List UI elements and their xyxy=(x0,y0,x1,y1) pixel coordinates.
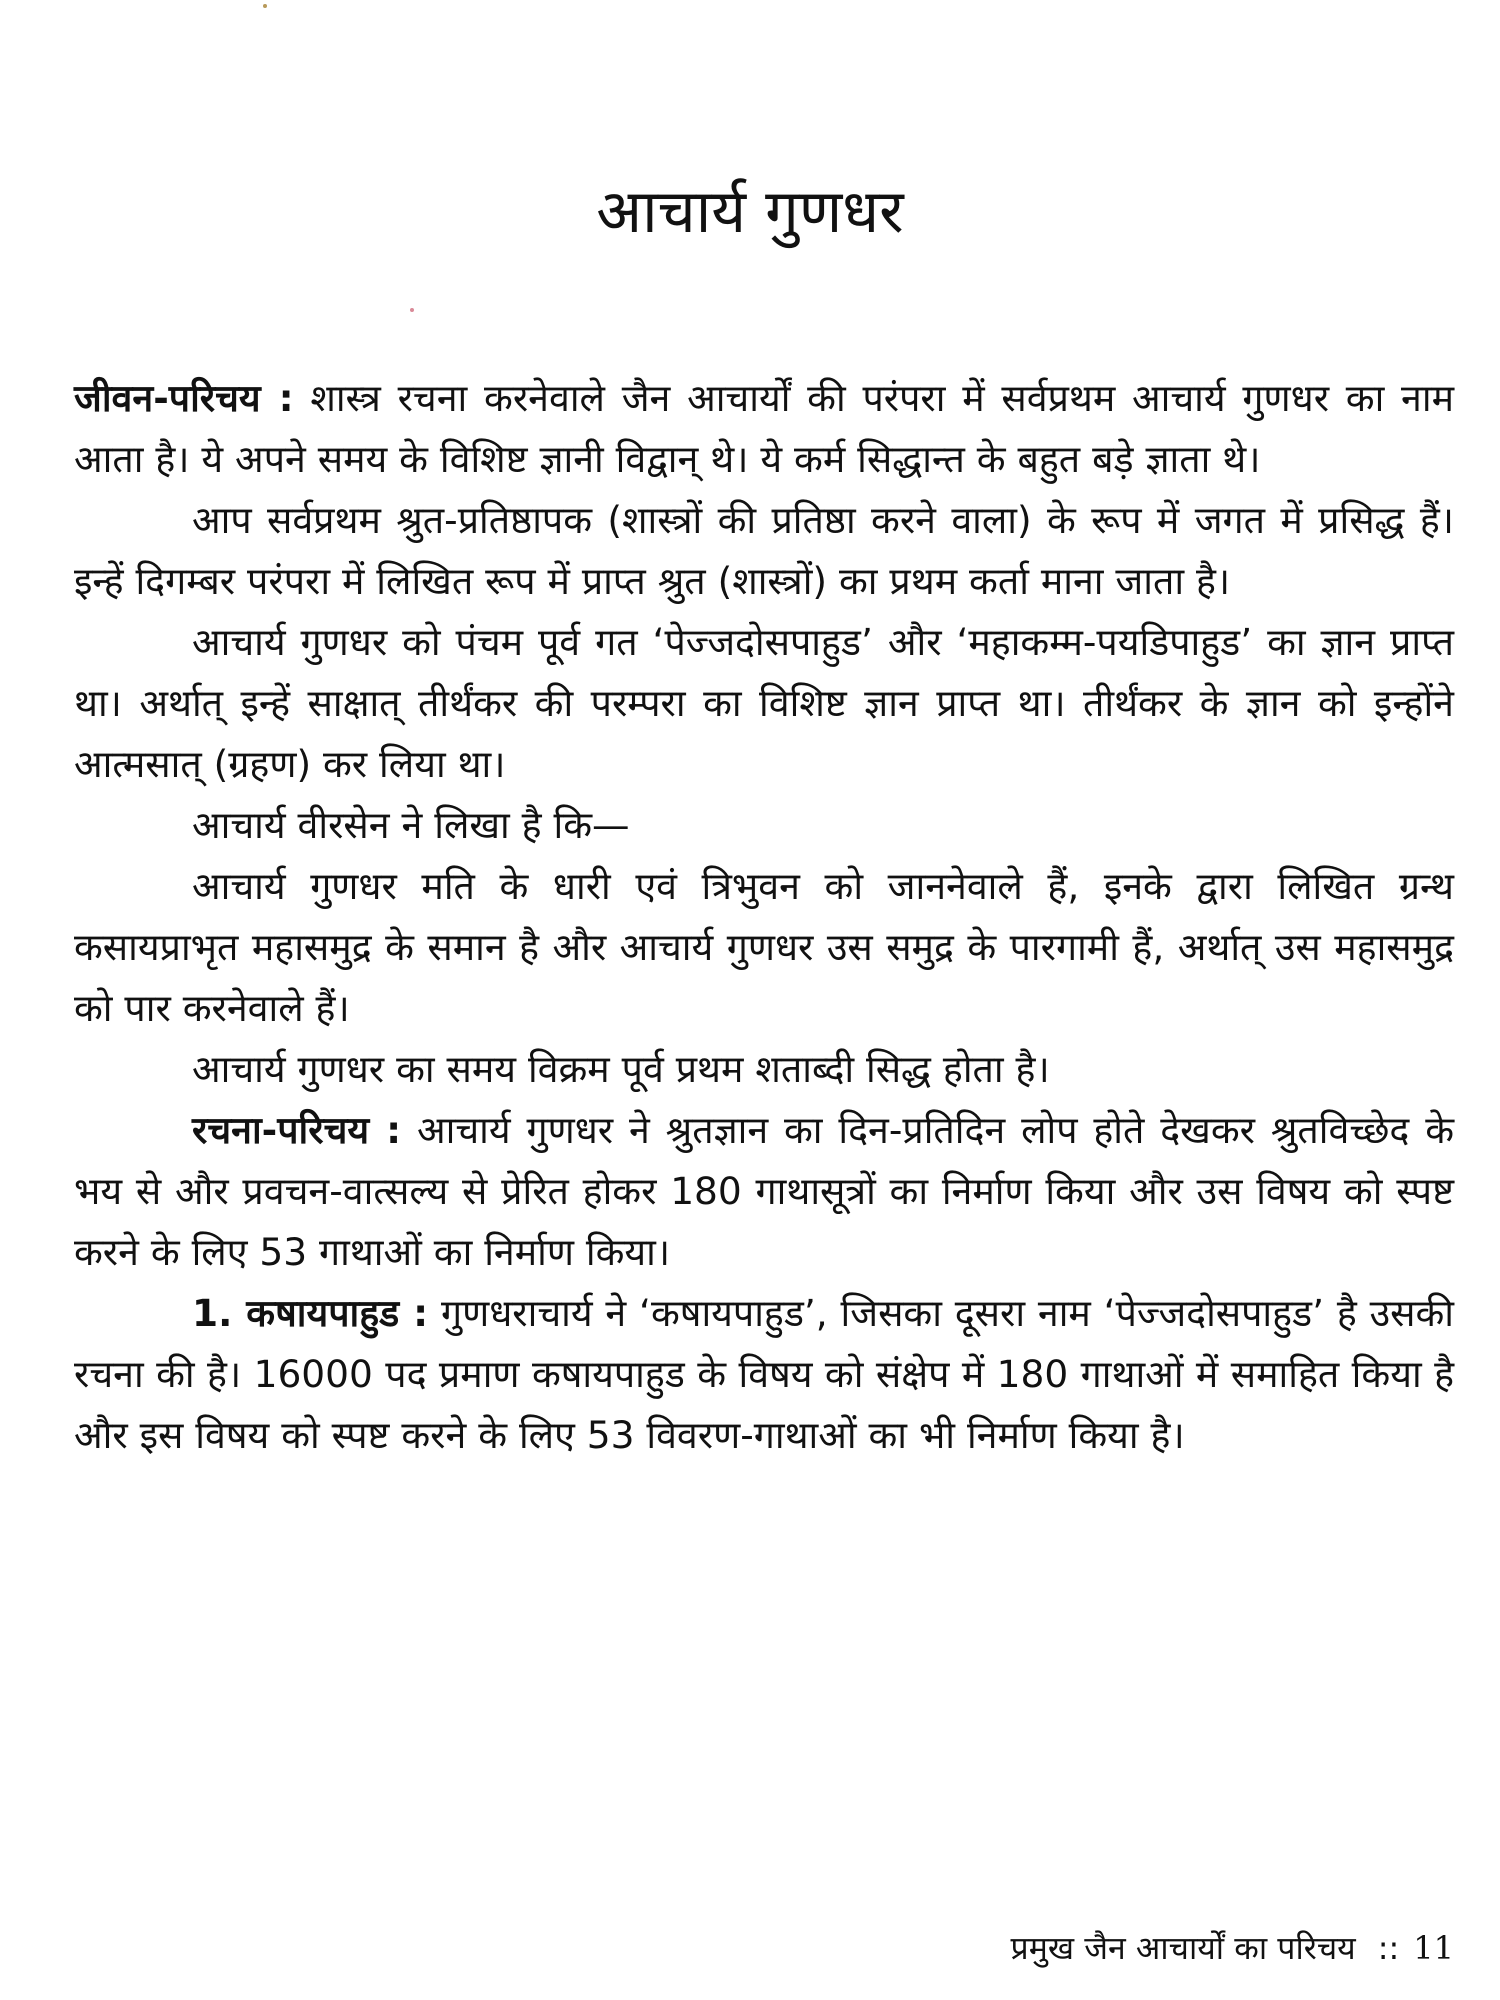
section-heading-works: रचना-परिचय : xyxy=(192,1108,402,1152)
paragraph-life-intro xyxy=(74,368,1454,490)
print-speck xyxy=(410,308,414,312)
paragraph-text: आचार्य गुणधर ने श्रुतज्ञान का दिन-प्रतिदिन लोप होते देखकर श्रुतविच्छेद के भय से और प्रवचन-वात्सल्य से प्रेरित होकर 180 गाथासूत्रों का निर्माण किया और उस विषय को स्पष्ट करने के लिए 53 गाथाओं का निर्माण किया। xyxy=(74,1108,1454,1274)
running-footer xyxy=(1011,1926,1454,1969)
footer-book-title: प्रमुख जैन आचार्यों का परिचय xyxy=(1010,1929,1356,1967)
page-number: 11 xyxy=(1413,1929,1454,1967)
paragraph-text: गुणधराचार्य ने ‘कषायपाहुड’, जिसका दूसरा नाम ‘पेज्जदोसपाहुड’ है उसकी रचना की है। 16000 पद प्रमाण कषायपाहुड के विषय को संक्षेप में 180 गाथाओं में समाहित किया है और इस विषय को स्पष्ट करने के लिए 53 विवरण-गाथाओं का भी निर्माण किया है। xyxy=(74,1291,1454,1457)
paragraph-text: आचार्य गुणधर का समय विक्रम पूर्व प्रथम शताब्दी सिद्ध होता है। xyxy=(192,1047,1050,1091)
paragraph-knowledge xyxy=(74,612,1454,795)
paragraph-period xyxy=(74,1039,1454,1100)
paragraph-shrut xyxy=(74,490,1454,612)
paragraph-veersen xyxy=(74,795,1454,856)
paragraph-text: आचार्य गुणधर मति के धारी एवं त्रिभुवन को जाननेवाले हैं, इनके द्वारा लिखित ग्रन्थ कसायप्राभृत महासमुद्र के समान है और आचार्य गुणधर उस समुद्र के पारगामी हैं, अर्थात् उस महासमुद्र को पार करनेवाले हैं। xyxy=(74,864,1454,1030)
section-heading-kashayapahud: 1. कषायपाहुड : xyxy=(192,1291,429,1335)
paragraph-kashayapahud xyxy=(74,1283,1454,1466)
paragraph-text: आचार्य गुणधर को पंचम पूर्व गत ‘पेज्जदोसपाहुड’ और ‘महाकम्म-पयडिपाहुड’ का ज्ञान प्राप्त था। अर्थात् इन्हें साक्षात् तीर्थंकर की परम्परा का विशिष्ट ज्ञान प्राप्त था। तीर्थंकर के ज्ञान को इन्होंने आत्मसात् (ग्रहण) कर लिया था। xyxy=(74,620,1454,786)
section-heading-life: जीवन-परिचय : xyxy=(74,376,294,420)
paragraph-text: आप सर्वप्रथम श्रुत-प्रतिष्ठापक (शास्त्रों की प्रतिष्ठा करने वाला) के रूप में जगत में प्रसिद्ध हैं। इन्हें दिगम्बर परंपरा में लिखित रूप में प्राप्त श्रुत (शास्त्रों) का प्रथम कर्ता माना जाता है। xyxy=(74,498,1454,603)
paragraph-text: आचार्य वीरसेन ने लिखा है कि— xyxy=(192,803,630,847)
footer-separator: :: xyxy=(1377,1929,1400,1967)
chapter-title: आचार्य गुणधर xyxy=(596,177,904,247)
body-text xyxy=(74,368,1454,1466)
print-speck xyxy=(263,4,267,8)
paragraph-text: शास्त्र रचना करनेवाले जैन आचार्यों की परंपरा में सर्वप्रथम आचार्य गुणधर का नाम आता है। ये अपने समय के विशिष्ट ज्ञानी विद्वान् थे। ये कर्म सिद्धान्त के बहुत बड़े ज्ञाता थे। xyxy=(74,376,1455,481)
paragraph-works-intro xyxy=(74,1100,1454,1283)
paragraph-quote xyxy=(74,856,1454,1039)
